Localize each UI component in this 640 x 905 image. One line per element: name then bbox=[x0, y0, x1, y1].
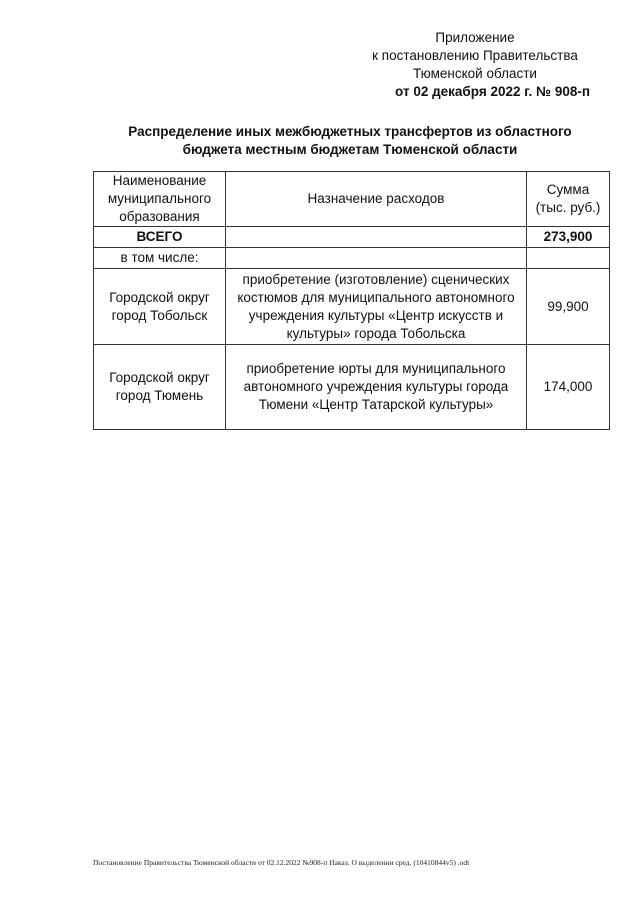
table-row-including bbox=[94, 248, 610, 269]
appendix-resolution: к постановлению Правительства bbox=[372, 48, 578, 63]
document-title bbox=[92, 123, 608, 159]
appendix-date-number: от 02 декабря 2022 г. № 908-п bbox=[395, 84, 590, 99]
table-row bbox=[94, 269, 610, 345]
row-amount: 99,900 bbox=[527, 269, 610, 345]
table-row bbox=[94, 345, 610, 430]
appendix-header bbox=[330, 29, 590, 101]
document-title-line-1: Распределение иных межбюджетных трансфертов из областного bbox=[128, 124, 572, 139]
including-label: в том числе: bbox=[94, 248, 226, 269]
total-amount: 273,900 bbox=[527, 227, 610, 248]
row-purpose: приобретение (изготовление) сценических костюмов для муниципального автономного учреждения культуры «Центр искусств и культуры» города Тобольска bbox=[226, 269, 527, 345]
total-label: ВСЕГО bbox=[94, 227, 226, 248]
table-row-total bbox=[94, 227, 610, 248]
row-purpose: приобретение юрты для муниципального автономного учреждения культуры города Тюмени «Центр Татарской культуры» bbox=[226, 345, 527, 430]
total-purpose bbox=[226, 227, 527, 248]
appendix-label: Приложение bbox=[435, 30, 515, 45]
row-municipality: Городской округ город Тобольск bbox=[94, 269, 226, 345]
document-title-line-2: бюджета местным бюджетам Тюменской области bbox=[182, 142, 518, 157]
including-amount bbox=[527, 248, 610, 269]
table-header-row bbox=[94, 172, 610, 227]
header-purpose: Назначение расходов bbox=[226, 172, 527, 227]
page-footer: Постановление Правительства Тюменской области от 02.12.2022 №908-п Наказ. О выделении сред. (10410844v5) .odt bbox=[93, 858, 470, 867]
row-municipality: Городской округ город Тюмень bbox=[94, 345, 226, 430]
row-amount: 174,000 bbox=[527, 345, 610, 430]
including-purpose bbox=[226, 248, 527, 269]
transfers-table bbox=[93, 171, 610, 430]
header-municipality: Наименование муниципального образования bbox=[94, 172, 226, 227]
appendix-region: Тюменской области bbox=[413, 66, 537, 81]
header-amount: Сумма (тыс. руб.) bbox=[527, 172, 610, 227]
